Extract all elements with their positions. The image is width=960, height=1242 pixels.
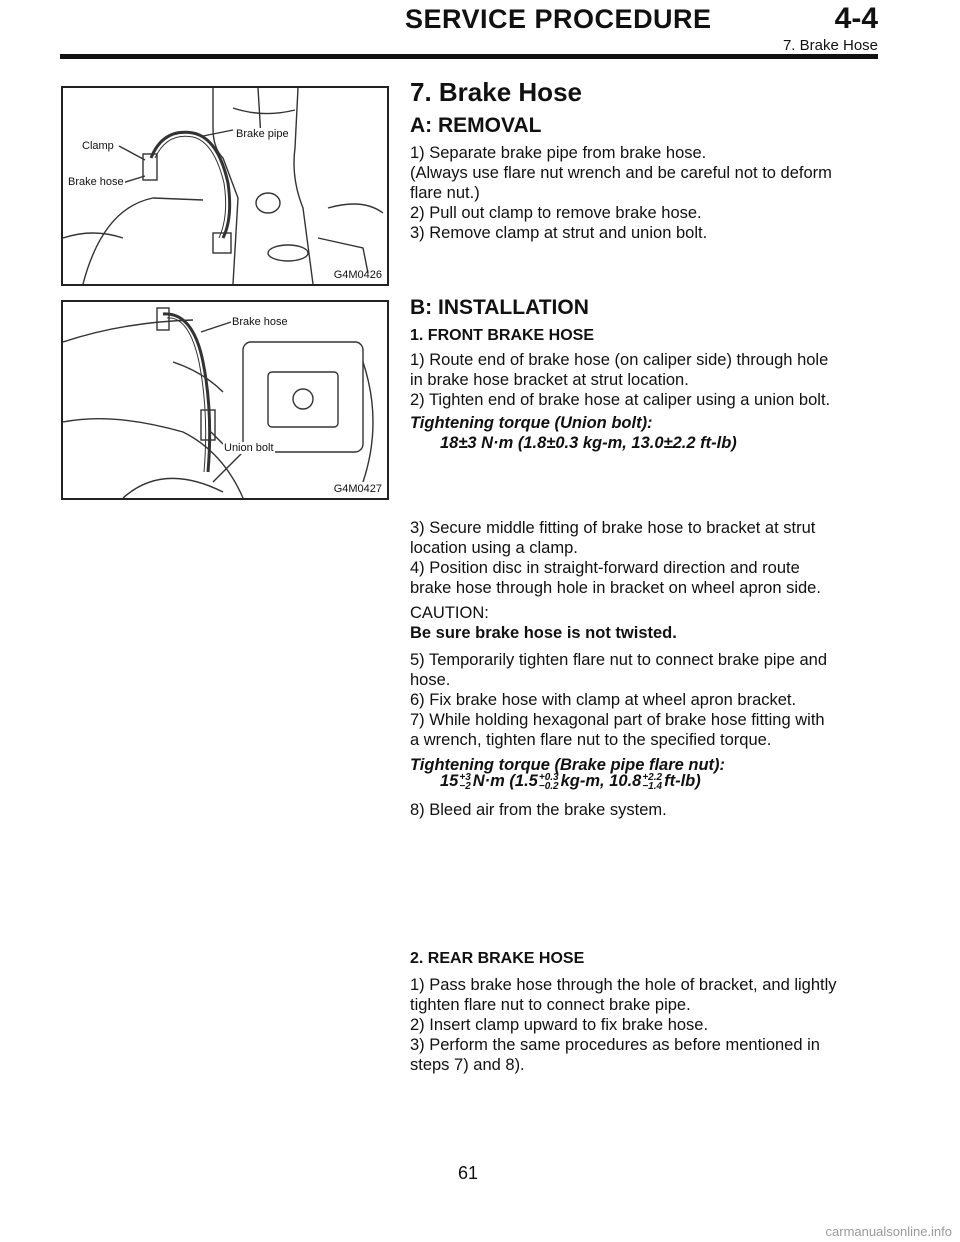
figure-illustration-installation — [63, 302, 387, 498]
tolerance-minus: −0.2 — [538, 780, 559, 792]
rear-brake-hose-heading: 2. REAR BRAKE HOSE — [410, 950, 585, 967]
text-line: 6) Fix brake hose with clamp at wheel apron bracket. — [410, 691, 797, 709]
callout-union-bolt: Union bolt — [224, 442, 274, 454]
front-steps-b — [410, 518, 880, 598]
figure-front-brake-hose-install — [61, 300, 389, 500]
text-line: 7) While holding hexagonal part of brake hose fitting with — [410, 711, 825, 729]
text-line: 3) Secure middle fitting of brake hose to bracket at strut — [410, 519, 816, 537]
torque-union-bolt-label: Tightening torque (Union bolt): — [410, 414, 653, 432]
callout-brake-pipe: Brake pipe — [236, 128, 289, 140]
caution-block — [410, 603, 677, 643]
tolerance-minus: −1.4 — [642, 780, 663, 792]
text-line: 1) Route end of brake hose (on caliper side) through hole — [410, 351, 829, 369]
page-number: 61 — [458, 1163, 479, 1183]
section-subtitle: 7. Brake Hose — [782, 37, 878, 54]
caution-text: Be sure brake hose is not twisted. — [410, 624, 677, 642]
tolerance-kgm — [539, 773, 559, 791]
removal-heading: A: REMOVAL — [410, 114, 542, 137]
removal-steps — [410, 143, 880, 243]
text-line: flare nut.) — [410, 184, 480, 202]
torque-unit-nm: N·m (1.5 — [472, 772, 538, 790]
rear-steps — [410, 975, 880, 1075]
text-line: hose. — [410, 671, 451, 689]
torque-flare-nut-label: Tightening torque (Brake pipe flare nut): — [410, 756, 726, 774]
text-line: 1) Separate brake pipe from brake hose. — [410, 144, 707, 162]
text-line: in brake hose bracket at strut location. — [410, 371, 689, 389]
section-title: SERVICE PROCEDURE — [405, 4, 712, 34]
caution-label: CAUTION: — [410, 604, 489, 622]
text-line: 1) Pass brake hose through the hole of bracket, and lightly — [410, 976, 837, 994]
text-line: a wrench, tighten flare nut to the specified torque. — [410, 731, 772, 749]
tolerance-plus: +3 — [459, 771, 471, 783]
text-line: 2) Insert clamp upward to fix brake hose. — [410, 1016, 709, 1034]
text-line: steps 7) and 8). — [410, 1056, 525, 1074]
figure-brake-hose-removal — [61, 86, 389, 286]
text-line: 4) Position disc in straight-forward direction and route — [410, 559, 800, 577]
torque-value-nm: 15 — [440, 772, 459, 790]
tolerance-ftlb — [642, 773, 662, 791]
text-line: tighten flare nut to connect brake pipe. — [410, 996, 691, 1014]
section-code: 4-4 — [834, 2, 878, 35]
front-steps-c — [410, 650, 880, 750]
front-brake-hose-heading: 1. FRONT BRAKE HOSE — [410, 327, 595, 344]
front-steps-a — [410, 350, 880, 410]
footer-watermark[interactable]: carmanualsonline.info — [825, 1224, 952, 1239]
text-line: 2) Tighten end of brake hose at caliper using a union bolt. — [410, 391, 831, 409]
callout-brake-hose: Brake hose — [232, 316, 288, 328]
installation-heading: B: INSTALLATION — [410, 296, 589, 319]
figure-code: G4M0426 — [333, 269, 382, 281]
torque-unit-kgm: kg-m, 10.8 — [560, 772, 642, 790]
tolerance-plus: +0.3 — [538, 771, 559, 783]
torque-union-bolt-value: 18±3 N·m (1.8±0.3 kg-m, 13.0±2.2 ft-lb) — [440, 434, 737, 452]
text-line: location using a clamp. — [410, 539, 578, 557]
front-step-8: 8) Bleed air from the brake system. — [410, 801, 667, 819]
page-title: 7. Brake Hose — [410, 77, 582, 107]
callout-clamp: Clamp — [82, 140, 114, 152]
torque-flare-nut-value — [440, 772, 701, 791]
callout-brake-hose: Brake hose — [68, 176, 124, 188]
tolerance-plus: +2.2 — [642, 771, 663, 783]
text-line: (Always use flare nut wrench and be careful not to deform — [410, 164, 832, 182]
torque-unit-ftlb: ft-lb) — [664, 772, 701, 790]
tolerance-nm — [459, 773, 470, 791]
figure-code: G4M0427 — [333, 483, 382, 495]
text-line: brake hose through hole in bracket on wheel apron side. — [410, 579, 821, 597]
text-line: 3) Perform the same procedures as before mentioned in — [410, 1036, 820, 1054]
header-rule — [60, 54, 878, 59]
tolerance-minus: −2 — [459, 780, 471, 792]
text-line: 3) Remove clamp at strut and union bolt. — [410, 224, 708, 242]
text-line: 2) Pull out clamp to remove brake hose. — [410, 204, 702, 222]
text-line: 5) Temporarily tighten flare nut to connect brake pipe and — [410, 651, 828, 669]
